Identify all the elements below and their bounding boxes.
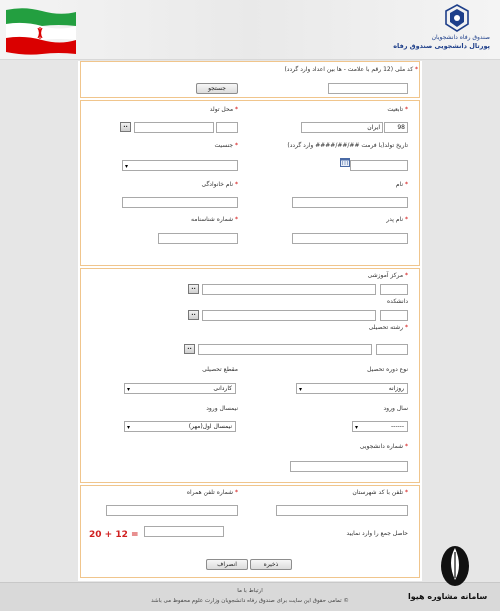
birthplace-input[interactable]	[134, 122, 214, 133]
faculty-browse-button[interactable]: ..	[188, 310, 199, 320]
contact-us-link[interactable]: ارتباط با ما	[237, 588, 263, 594]
iran-flag-icon	[4, 6, 78, 56]
center-input[interactable]	[202, 284, 376, 295]
copyright-text: © تمامی حقوق این سایت برای صندوق رفاه دانشجویان وزارت علوم محفوظ می باشد	[151, 598, 349, 604]
national-code-input[interactable]	[328, 83, 408, 94]
center-code-input[interactable]	[380, 284, 408, 295]
last-name-label: * نام خانوادگی	[201, 181, 238, 188]
course-type-select[interactable]: روزانه ▾	[296, 383, 408, 394]
chevron-down-icon: ▾	[299, 386, 303, 393]
student-number-label: * شماره دانشجویی	[359, 443, 408, 450]
birthplace-browse-button[interactable]: ..	[120, 122, 131, 132]
right-margin	[422, 61, 500, 581]
national-code-label: * کد ملی (12 رقم با علامت - ها بین اعداد وارد گردد)	[284, 66, 418, 73]
faculty-label: دانشکده	[387, 298, 408, 305]
education-section	[80, 268, 420, 483]
entry-year-label: سال ورود	[383, 405, 408, 412]
first-name-label: * نام	[395, 181, 408, 188]
father-name-label: * نام پدر	[386, 216, 408, 223]
mobile-label: * شماره تلفن همراه	[186, 489, 238, 496]
brand-title: پورتال دانشجویی صندوق رفاه	[393, 42, 490, 50]
father-name-input[interactable]	[292, 233, 408, 244]
birthplace-code-input[interactable]	[216, 122, 238, 133]
save-button[interactable]: ذخیره	[250, 559, 292, 570]
birthdate-label: تاریخ تولد(با فرمت ##/##/#### وارد گردد)	[287, 142, 408, 149]
degree-label: مقطع تحصیلی	[202, 366, 238, 373]
nationality-code-input[interactable]: 98	[384, 122, 408, 133]
last-name-input[interactable]	[122, 197, 238, 208]
gender-label: * جنسیت	[214, 142, 238, 149]
calendar-icon[interactable]	[340, 158, 350, 167]
phone-label: * تلفن با کد شهرستان	[352, 489, 408, 496]
left-margin	[0, 61, 78, 581]
chevron-down-icon: ▾	[125, 163, 129, 170]
id-number-label: * شماره شناسنامه	[191, 216, 238, 223]
watermark-text: سامانه مشاوره هیوا	[408, 592, 488, 601]
gender-select[interactable]	[122, 160, 238, 171]
faculty-input[interactable]	[202, 310, 376, 321]
chevron-down-icon: ▾	[127, 386, 131, 393]
mobile-input[interactable]	[106, 505, 238, 516]
nationality-input[interactable]: ایران	[301, 122, 383, 133]
major-browse-button[interactable]: ..	[184, 344, 195, 354]
cancel-button[interactable]: انصراف	[206, 559, 248, 570]
chevron-down-icon: ▾	[127, 424, 131, 431]
phone-input[interactable]	[276, 505, 408, 516]
major-label: * رشته تحصیلی	[368, 324, 408, 331]
search-button[interactable]: جستجو	[196, 83, 238, 94]
birthplace-label: * محل تولد	[209, 106, 238, 113]
degree-select[interactable]: کاردانی ▾	[124, 383, 236, 394]
nationality-label: * تابعیت	[387, 106, 408, 113]
entry-term-label: نیمسال ورود	[206, 405, 238, 412]
first-name-input[interactable]	[292, 197, 408, 208]
center-browse-button[interactable]: ..	[188, 284, 199, 294]
student-number-input[interactable]	[290, 461, 408, 472]
captcha-question: 20 + 12 =	[89, 530, 139, 540]
id-number-input[interactable]	[158, 233, 238, 244]
birthdate-input[interactable]	[350, 160, 408, 171]
captcha-input[interactable]	[144, 526, 224, 537]
fund-logo-icon	[444, 4, 470, 32]
brand-subtitle: صندوق رفاه دانشجویان	[431, 34, 490, 41]
captcha-label: حاصل جمع را وارد نمایید	[346, 530, 408, 537]
entry-year-select[interactable]: ------ ▾	[352, 421, 408, 432]
page-header	[0, 0, 500, 60]
center-label: * مرکز آموزشی	[367, 272, 408, 279]
faculty-code-input[interactable]	[380, 310, 408, 321]
chevron-down-icon: ▾	[355, 424, 359, 431]
major-code-input[interactable]	[376, 344, 408, 355]
entry-term-select[interactable]: نیمسال اول(مهر) ▾	[124, 421, 236, 432]
course-type-label: نوع دوره تحصیل	[367, 366, 408, 373]
major-input[interactable]	[198, 344, 372, 355]
